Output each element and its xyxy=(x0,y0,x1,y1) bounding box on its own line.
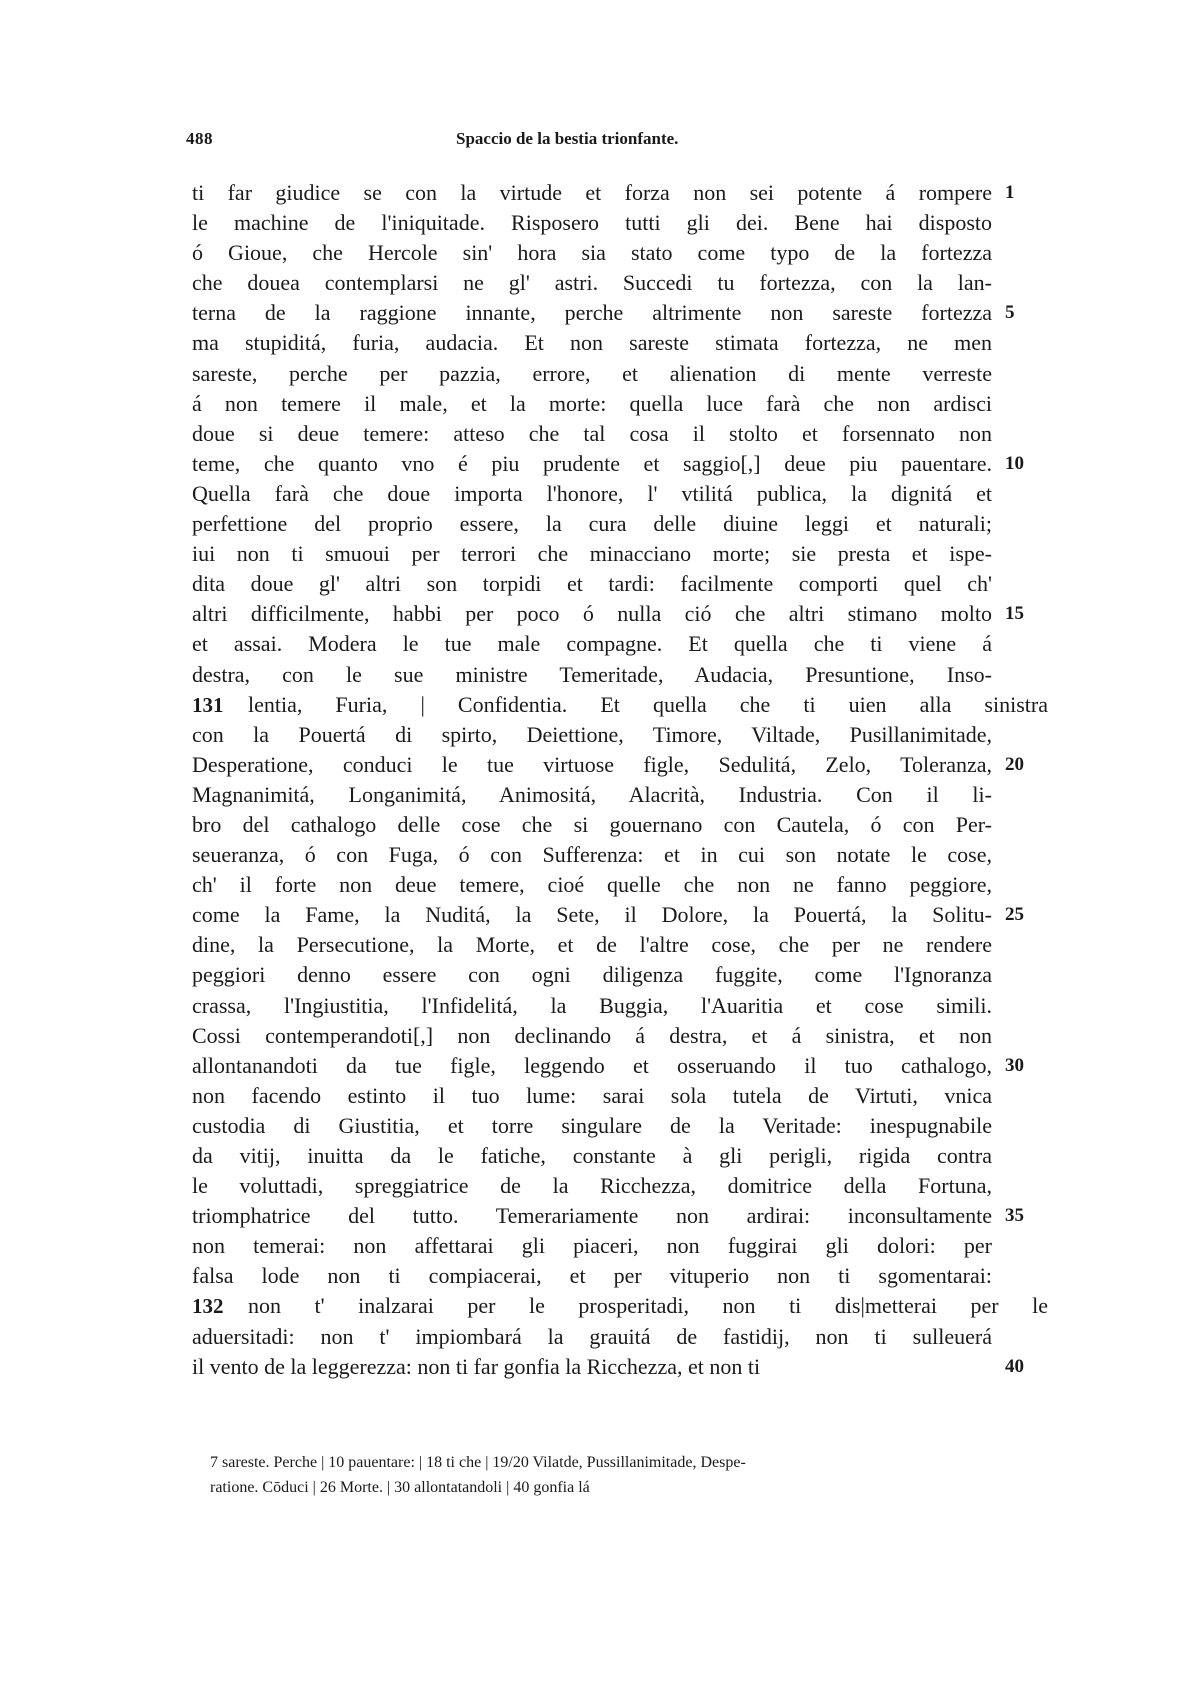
text-line xyxy=(192,930,992,960)
line-number: 40 xyxy=(1005,1355,1024,1377)
text-line xyxy=(192,1352,1024,1382)
text-line xyxy=(192,660,992,690)
body-text xyxy=(192,178,1048,1382)
line-text: lentia, Furia, | Confidentia. Et quella che ti uien alla sinistra xyxy=(248,691,1048,717)
text-line xyxy=(192,1261,992,1291)
text-line xyxy=(192,870,992,900)
text-line xyxy=(192,419,992,449)
line-text: Quella farà che doue importa l'honore, l' vtilitá publica, la dignitá et xyxy=(192,480,992,506)
line-text: le voluttadi, spreggiatrice de la Ricchezza, domitrice della Fortuna, xyxy=(192,1173,992,1199)
line-text: ch' il forte non deue temere, cioé quelle che non ne fanno peggiore, xyxy=(192,872,992,898)
line-number: 5 xyxy=(1005,302,1015,324)
text-line xyxy=(192,629,992,659)
text-line xyxy=(192,810,992,840)
line-text: il vento de la leggerezza: non ti far gonfia la Ricchezza, et non ti xyxy=(192,1353,761,1379)
line-text: ti far giudice se con la virtude et forza non sei potente á rompere xyxy=(192,180,992,205)
line-text: seueranza, ó con Fuga, ó con Sufferenza: et in cui son notate le cose, xyxy=(192,842,992,868)
text-line xyxy=(192,1081,992,1111)
page-number: 488 xyxy=(186,129,213,148)
text-line xyxy=(192,900,1024,930)
line-number: 1 xyxy=(1005,182,1015,203)
text-line xyxy=(192,1021,992,1051)
text-line xyxy=(192,208,992,238)
text-line xyxy=(192,238,992,268)
line-text: come la Fame, la Nuditá, la Sete, il Dolore, la Pouertá, la Solitu- xyxy=(192,902,992,928)
footnote-line: 7 sareste. Perche | 10 pauentare: | 18 ti che | 19/20 Vilatde, Pussillanimitade, Despe- xyxy=(210,1454,746,1471)
line-text: á non temere il male, et la morte: quella luce farà che non ardisci xyxy=(192,390,992,416)
manuscript-page-marker: 132 xyxy=(192,1294,224,1319)
line-number: 15 xyxy=(1005,603,1024,625)
footnotes xyxy=(210,1450,1010,1500)
line-number: 30 xyxy=(1005,1054,1024,1076)
text-line xyxy=(192,268,992,298)
text-line xyxy=(192,960,992,990)
text-line xyxy=(192,780,992,810)
line-text: custodia di Giustitia, et torre singulare de la Veritade: inespugnabile xyxy=(192,1112,992,1138)
line-text: ma stupiditá, furia, audacia. Et non sareste stimata fortezza, ne men xyxy=(192,330,992,356)
text-line xyxy=(192,449,1024,479)
line-text: allontanandoti da tue figle, leggendo et osseruando il tuo cathalogo, xyxy=(192,1052,992,1078)
text-line xyxy=(192,1111,992,1141)
line-text: Magnanimitá, Longanimitá, Animositá, Alacrità, Industria. Con il li- xyxy=(192,781,992,807)
line-text: Desperatione, conduci le tue virtuose figle, Sedulitá, Zelo, Toleranza, xyxy=(192,751,992,777)
line-text: triomphatrice del tutto. Temerariamente non ardirai: inconsultamente xyxy=(192,1203,992,1229)
line-text: non t' inalzarai per le prosperitadi, non ti dis|metterai per le xyxy=(248,1293,1048,1319)
line-text: non facendo estinto il tuo lume: sarai sola tutela de Virtuti, vnica xyxy=(192,1082,992,1108)
text-line xyxy=(192,539,992,569)
text-line xyxy=(192,599,1024,629)
running-title: Spaccio de la bestia trionfante. xyxy=(456,129,679,148)
text-line xyxy=(192,690,1048,720)
line-text: terna de la raggione innante, perche altrimente non sareste fortezza xyxy=(192,300,992,326)
line-text: crassa, l'Ingiustitia, l'Infidelitá, la Buggia, l'Auaritia et cose simili. xyxy=(192,992,992,1018)
text-line xyxy=(192,1201,1024,1231)
text-line xyxy=(192,479,992,509)
line-text: dine, la Persecutione, la Morte, et de l'altre cose, che per ne rendere xyxy=(192,932,992,958)
text-line xyxy=(192,509,992,539)
line-text: peggiori denno essere con ogni diligenza fuggite, come l'Ignoranza xyxy=(192,962,992,988)
line-text: dita doue gl' altri son torpidi et tardi: facilmente comporti quel ch' xyxy=(192,571,992,597)
text-line xyxy=(192,178,1015,208)
footnote-line: ratione. Cōduci | 26 Morte. | 30 allontatandoli | 40 gonfia lá xyxy=(210,1479,590,1496)
line-number: 25 xyxy=(1005,904,1024,926)
line-number: 20 xyxy=(1005,753,1024,775)
line-text: Cossi contemperandoti[,] non declinando á destra, et á sinistra, et non xyxy=(192,1022,992,1048)
line-text: che douea contemplarsi ne gl' astri. Succedi tu fortezza, con la lan- xyxy=(192,270,992,296)
line-text: teme, che quanto vno é piu prudente et saggio[,] deue piu pauentare. xyxy=(192,450,992,476)
text-line xyxy=(192,720,992,750)
line-text: falsa lode non ti compiacerai, et per vituperio non ti sgomentarai: xyxy=(192,1263,992,1289)
text-line xyxy=(192,1141,992,1171)
line-text: aduersitadi: non t' impiombará la grauitá de fastidij, non ti sulleuerá xyxy=(192,1323,992,1349)
text-line xyxy=(192,1051,1024,1081)
line-text: altri difficilmente, habbi per poco ó nulla ció che altri stimano molto xyxy=(192,601,992,627)
line-number: 35 xyxy=(1005,1205,1024,1227)
line-text: da vitij, inuitta da le fatiche, constante à gli perigli, rigida contra xyxy=(192,1143,992,1168)
text-line xyxy=(192,1322,992,1352)
line-text: doue si deue temere: atteso che tal cosa il stolto et forsennato non xyxy=(192,420,992,446)
line-text: iui non ti smuoui per terrori che minacciano morte; sie presta et ispe- xyxy=(192,541,992,567)
line-text: le machine de l'iniquitade. Risposero tutti gli dei. Bene hai disposto xyxy=(192,210,992,236)
text-line xyxy=(192,1291,1048,1321)
text-line xyxy=(192,991,992,1021)
line-text: destra, con le sue ministre Temeritade, Audacia, Presuntione, Inso- xyxy=(192,661,992,687)
text-line xyxy=(192,298,1015,328)
text-line xyxy=(192,840,992,870)
line-text: ó Gioue, che Hercole sin' hora sia stato come typo de la fortezza xyxy=(192,240,992,266)
text-line xyxy=(192,328,992,358)
line-number: 10 xyxy=(1005,452,1024,474)
line-text: perfettione del proprio essere, la cura delle diuine leggi et naturali; xyxy=(192,511,992,537)
manuscript-page-marker: 131 xyxy=(192,692,224,717)
text-line xyxy=(192,750,1024,780)
text-line xyxy=(192,1171,992,1201)
text-line xyxy=(192,1231,992,1261)
line-text: sareste, perche per pazzia, errore, et alienation di mente verreste xyxy=(192,360,992,386)
text-line xyxy=(192,359,992,389)
line-text: con la Pouertá di spirto, Deiettione, Timore, Viltade, Pusillanimitade, xyxy=(192,721,992,747)
text-line xyxy=(192,389,992,419)
line-text: non temerai: non affettarai gli piaceri, non fuggirai gli dolori: per xyxy=(192,1233,992,1259)
line-text: et assai. Modera le tue male compagne. Et quella che ti viene á xyxy=(192,631,992,657)
text-line xyxy=(192,569,992,599)
line-text: bro del cathalogo delle cose che si gouernano con Cautela, ó con Per- xyxy=(192,811,992,837)
